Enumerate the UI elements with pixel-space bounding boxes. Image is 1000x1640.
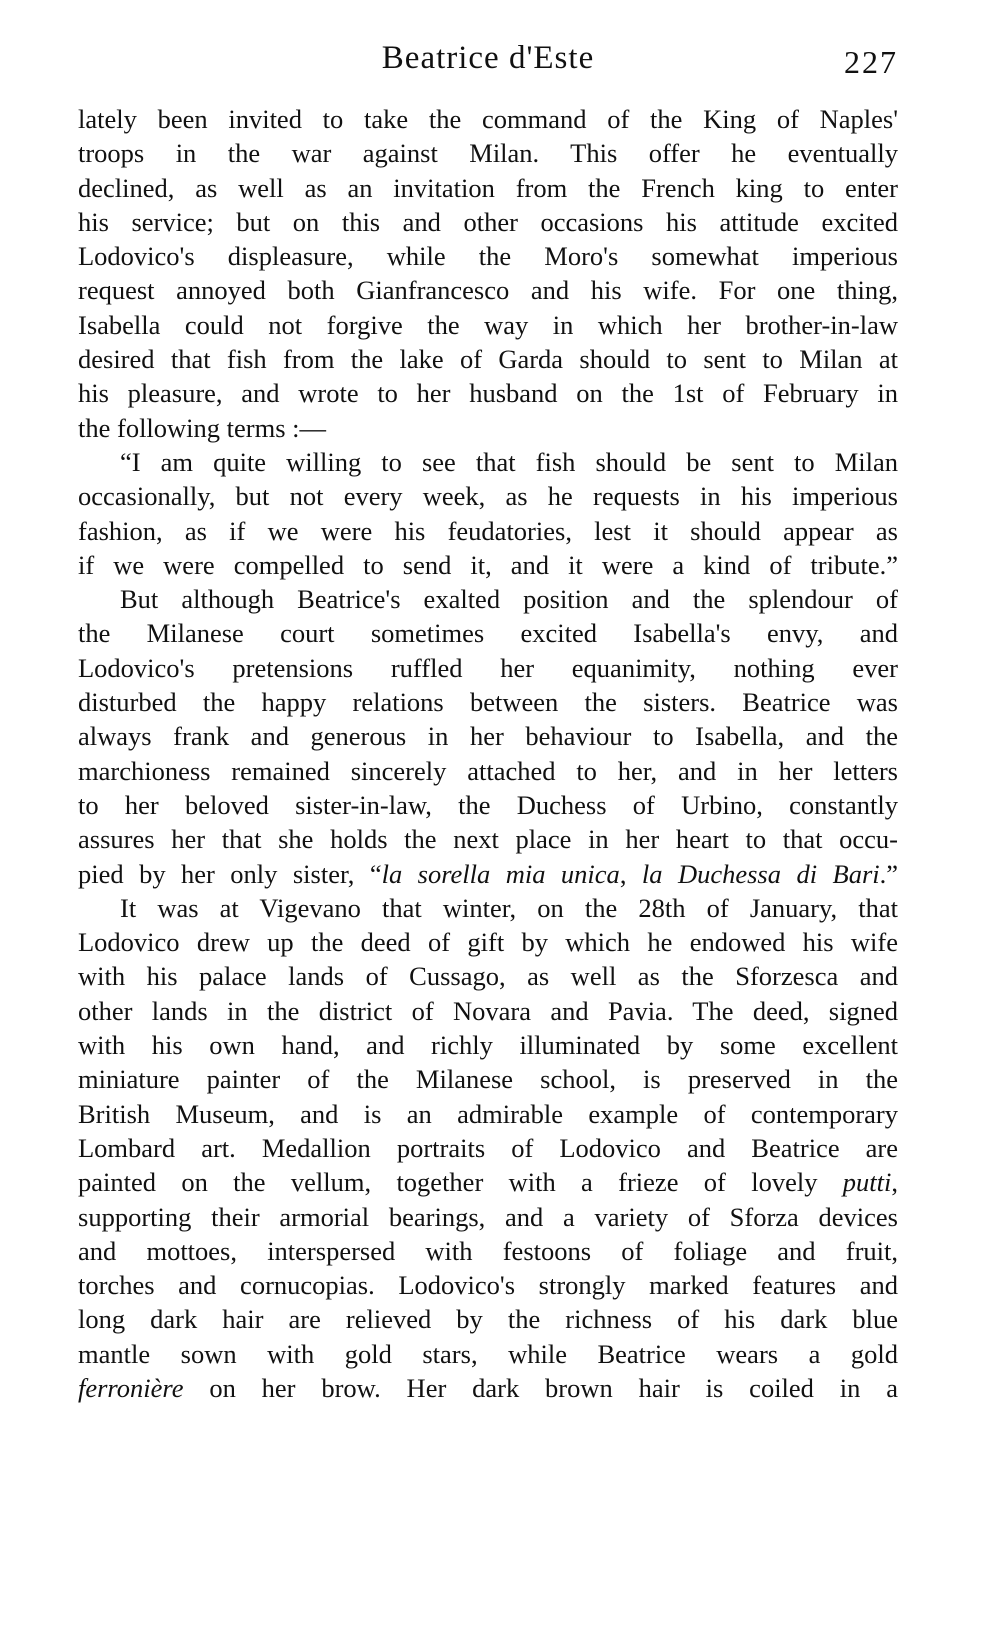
text-line: with his palace lands of Cussago, as well as the Sforzesca and xyxy=(78,961,898,992)
text-line: his pleasure, and wrote to her husband on the 1st of February in xyxy=(78,378,898,409)
text-segment: pied by her only sister, “ xyxy=(78,858,382,889)
text-segment: , xyxy=(619,858,642,889)
text-line: Lombard art. Medallion portraits of Lodovico and Beatrice are xyxy=(78,1132,898,1163)
text-line: troops in the war against Milan. This offer he eventually xyxy=(78,138,898,169)
text-line: torches and cornucopias. Lodovico's strongly marked features and xyxy=(78,1270,898,1301)
text-line xyxy=(78,1371,898,1405)
text-line: the Milanese court sometimes excited Isabella's envy, and xyxy=(78,618,898,649)
text-line xyxy=(78,1165,898,1199)
italic-phrase: la sorella mia unica xyxy=(381,858,620,889)
text-line: It was at Vigevano that winter, on the 28th of January, that xyxy=(120,892,898,923)
text-line: marchioness remained sincerely attached to her, and in her letters xyxy=(78,755,898,786)
text-line: Lodovico drew up the deed of gift by which he endowed his wife xyxy=(78,927,898,958)
running-head-title: Beatrice d'Este xyxy=(381,40,595,76)
text-line: disturbed the happy relations between the sisters. Beatrice was xyxy=(78,687,898,718)
body-text xyxy=(78,102,898,1405)
text-line: and mottoes, interspersed with festoons of foliage and fruit, xyxy=(78,1235,898,1266)
italic-word: putti xyxy=(842,1167,892,1198)
text-line: Lodovico's displeasure, while the Moro's somewhat imperious xyxy=(78,241,898,272)
page-number: 227 xyxy=(844,44,898,80)
text-segment: .” xyxy=(879,858,899,889)
quotation-line: occasionally, but not every week, as he requests in his imperious xyxy=(78,481,898,512)
text-segment: , xyxy=(891,1167,898,1198)
text-line: to her beloved sister-in-law, the Duchess of Urbino, constantly xyxy=(78,789,898,820)
text-line: his service; but on this and other occasions his attitude excited xyxy=(78,206,898,237)
quotation-line: “I am quite willing to see that fish should be sent to Milan xyxy=(120,446,898,477)
italic-word: ferronière xyxy=(78,1372,184,1403)
text-line: supporting their armorial bearings, and a variety of Sforza devices xyxy=(78,1201,898,1232)
text-line: Lodovico's pretensions ruffled her equanimity, nothing ever xyxy=(78,652,898,683)
text-line: always frank and generous in her behaviour to Isabella, and the xyxy=(78,721,898,752)
text-line: desired that fish from the lake of Garda should to sent to Milan at xyxy=(78,344,898,375)
italic-phrase: la Duchessa di Bari xyxy=(641,858,880,889)
text-line: declined, as well as an invitation from the French king to enter xyxy=(78,172,898,203)
text-line: assures her that she holds the next place in her heart to that occu- xyxy=(78,824,898,855)
text-line: Isabella could not forgive the way in which her brother-in-law xyxy=(78,309,898,340)
text-line xyxy=(78,857,898,891)
text-line: But although Beatrice's exalted position and the splendour of xyxy=(120,584,898,615)
text-line: mantle sown with gold stars, while Beatrice wears a gold xyxy=(78,1338,898,1369)
text-segment: painted on the vellum, together with a frieze of lovely xyxy=(78,1167,843,1198)
text-line: other lands in the district of Novara and Pavia. The deed, signed xyxy=(78,995,898,1026)
text-segment: on her brow. Her dark brown hair is coiled in a xyxy=(183,1372,898,1403)
page-header xyxy=(78,36,898,80)
text-line: miniature painter of the Milanese school, is preserved in the xyxy=(78,1064,898,1095)
quotation-line: if we were compelled to send it, and it were a kind of tribute.” xyxy=(78,549,898,580)
text-line: request annoyed both Gianfrancesco and his wife. For one thing, xyxy=(78,275,898,306)
text-line: the following terms :— xyxy=(78,412,327,443)
text-line: lately been invited to take the command of the King of Naples' xyxy=(78,104,898,134)
text-line: long dark hair are relieved by the richness of his dark blue xyxy=(78,1304,898,1335)
quotation-line: fashion, as if we were his feudatories, lest it should appear as xyxy=(78,515,898,546)
text-line: with his own hand, and richly illuminated by some excellent xyxy=(78,1030,898,1061)
text-line: British Museum, and is an admirable example of contemporary xyxy=(78,1098,898,1129)
